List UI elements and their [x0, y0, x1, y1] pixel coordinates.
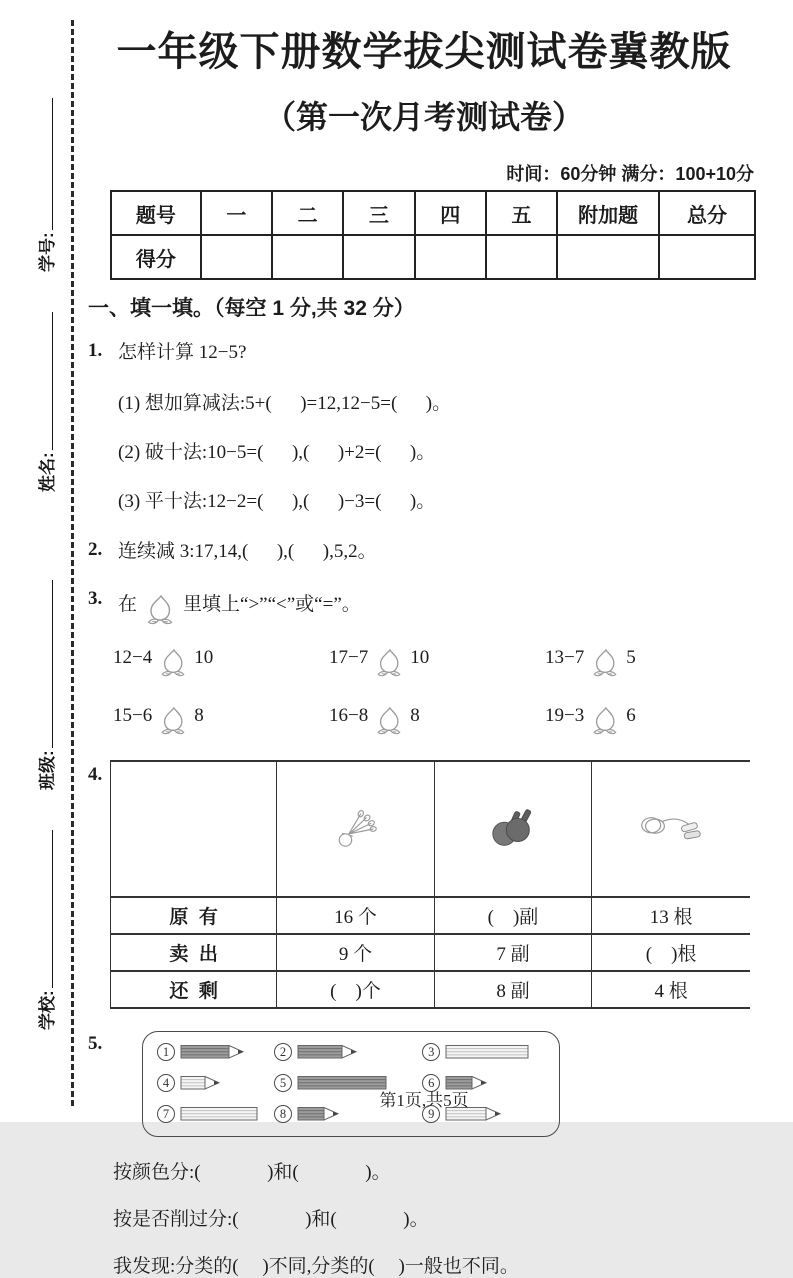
peach-icon	[375, 647, 403, 679]
peach-icon	[375, 705, 403, 737]
question-3-stem-suffix: 里填上“>”“<”或“=”。	[183, 594, 361, 616]
paper-subtitle: （第一次月考测试卷）	[263, 99, 584, 135]
question-3-stem-prefix: 在	[118, 594, 138, 616]
question-1-item-3: (3) 平十法:12−2=( ),( )−3=( )。	[118, 490, 436, 512]
seal-label-class: 班级:	[38, 750, 57, 790]
seal-field-name	[33, 312, 58, 492]
q4-value-cell: 4 根	[592, 971, 750, 1008]
time-score-info: 时间：60分钟 满分：100+10分	[506, 164, 754, 184]
write-line	[51, 580, 53, 748]
pencil-box	[142, 1031, 560, 1137]
question-1-item-2: (2) 破十法:10−5=( ),( )+2=( )。	[118, 441, 436, 463]
seal-label-school: 学校:	[38, 990, 57, 1030]
q4-value-cell: ( )副	[434, 897, 591, 934]
q5-line-color: 按颜色分:( )和( )。	[113, 1162, 391, 1184]
score-header-cell: 五	[486, 191, 557, 235]
q4-value-cell: 9 个	[277, 934, 434, 971]
comparison-cell	[545, 700, 760, 732]
score-header-cell: 总分	[659, 191, 755, 235]
score-empty-cell	[415, 235, 486, 279]
q4-value-cell: ( )根	[592, 934, 750, 971]
comparison-cell	[113, 642, 329, 674]
q4-value-cell: 7 副	[434, 934, 591, 971]
score-table-header-row	[111, 191, 755, 235]
pencil-icon-dark-sharpened	[180, 1043, 245, 1061]
q4-icon-cell	[277, 761, 434, 897]
value: 10	[194, 647, 214, 669]
question-5-number: 5.	[88, 1033, 103, 1055]
q4-row-sold	[111, 934, 751, 971]
score-empty-cell	[486, 235, 557, 279]
value: 8	[194, 705, 204, 727]
score-row-label: 得分	[111, 235, 201, 279]
q5-line-sharpened: 按是否削过分:( )和( )。	[113, 1209, 429, 1231]
q4-icon-cell	[434, 761, 591, 897]
peach-icon	[159, 647, 187, 679]
page-number: 第1页,共5页	[379, 1091, 469, 1110]
seal-label-name: 姓名:	[38, 452, 57, 492]
q4-row-remaining	[111, 971, 751, 1008]
peach-icon	[591, 705, 619, 737]
score-table	[110, 190, 756, 280]
score-header-cell: 四	[415, 191, 486, 235]
value: 8	[410, 705, 420, 727]
score-empty-cell	[343, 235, 414, 279]
question-2-stem: 连续减 3:17,14,( ),( ),5,2。	[118, 540, 377, 562]
question-1	[88, 340, 760, 366]
value: 10	[410, 647, 430, 669]
pencil-item-3	[422, 1043, 547, 1061]
q4-row-original	[111, 897, 751, 934]
q4-value-cell: 16 个	[277, 897, 434, 934]
expression: 12−4	[113, 647, 153, 669]
peach-icon	[145, 593, 175, 627]
pencil-item-2	[274, 1043, 422, 1061]
paper-title: 一年级下册数学拔尖测试卷冀教版	[116, 29, 732, 74]
q4-value-cell: ( )个	[277, 971, 434, 1008]
circled-number: 1	[157, 1043, 175, 1061]
q4-row-label: 原 有	[111, 897, 277, 934]
score-header-cell: 二	[272, 191, 343, 235]
comparison-cell	[113, 700, 329, 732]
expression: 19−3	[545, 705, 585, 727]
seal-field-school	[33, 830, 58, 1030]
score-empty-cell	[557, 235, 659, 279]
circled-number: 8	[274, 1105, 292, 1123]
circled-number: 3	[422, 1043, 440, 1061]
expression: 13−7	[545, 647, 585, 669]
q4-icon-row	[111, 761, 751, 897]
seal-field-student-id	[33, 98, 58, 272]
pencil-item-1	[157, 1043, 274, 1061]
q4-row-label: 卖 出	[111, 934, 277, 971]
write-line	[51, 830, 53, 988]
question-2-number: 2.	[88, 538, 103, 560]
score-empty-cell	[201, 235, 272, 279]
write-line	[51, 98, 53, 230]
question-1-item-1: (1) 想加算减法:5+( )=12,12−5=( )。	[118, 392, 452, 414]
question-1-number: 1.	[88, 340, 103, 361]
question-4-table	[110, 760, 750, 1009]
seal-field-class	[33, 580, 58, 790]
score-empty-cell	[272, 235, 343, 279]
score-table-points-row	[111, 235, 755, 279]
circled-number: 9	[422, 1105, 440, 1123]
comparison-cell	[329, 700, 545, 732]
pencil-icon-light-unsharpened	[445, 1043, 529, 1061]
seal-dashed-line	[71, 20, 74, 1106]
badminton-shuttlecock-icon	[334, 807, 378, 851]
question-3-number: 3.	[88, 588, 103, 610]
jump-rope-icon	[638, 812, 704, 846]
value: 5	[626, 647, 636, 669]
question-3-stem	[118, 588, 361, 622]
circled-number: 4	[157, 1074, 175, 1092]
pencil-icon-dark-sharpened	[297, 1043, 358, 1061]
q4-value-cell: 8 副	[434, 971, 591, 1008]
table-tennis-paddles-icon	[488, 808, 538, 850]
circled-number: 2	[274, 1043, 292, 1061]
q5-line-discovery: 我发现:分类的( )不同,分类的( )一般也不同。	[113, 1256, 519, 1278]
question-5	[88, 1031, 760, 1137]
expression: 17−7	[329, 647, 369, 669]
comparison-cell	[545, 642, 760, 674]
q4-row-label: 还 剩	[111, 971, 277, 1008]
score-header-cell: 一	[201, 191, 272, 235]
circled-number: 6	[422, 1074, 440, 1092]
comparison-row-1	[113, 642, 760, 674]
q4-corner-cell	[111, 761, 277, 897]
pencil-grid	[157, 1043, 547, 1123]
score-header-cell: 附加题	[557, 191, 659, 235]
value: 6	[626, 705, 636, 727]
section-1-heading: 一、填一填。（每空 1 分,共 32 分）	[88, 297, 415, 320]
circled-number: 5	[274, 1074, 292, 1092]
peach-icon	[159, 705, 187, 737]
seal-label-student-id: 学号:	[38, 232, 57, 272]
q4-value-cell: 13 根	[592, 897, 750, 934]
question-1-stem: 怎样计算 12−5?	[118, 342, 247, 363]
score-header-cell: 题号	[111, 191, 201, 235]
comparison-cell	[329, 642, 545, 674]
q4-icon-cell	[592, 761, 750, 897]
question-2	[88, 539, 760, 565]
write-line	[51, 312, 53, 450]
question-4-number: 4.	[88, 764, 103, 786]
score-empty-cell	[659, 235, 755, 279]
peach-icon	[591, 647, 619, 679]
comparison-row-2	[113, 700, 760, 732]
circled-number: 7	[157, 1105, 175, 1123]
expression: 16−8	[329, 705, 369, 727]
expression: 15−6	[113, 705, 153, 727]
score-header-cell: 三	[343, 191, 414, 235]
question-3	[88, 588, 760, 622]
